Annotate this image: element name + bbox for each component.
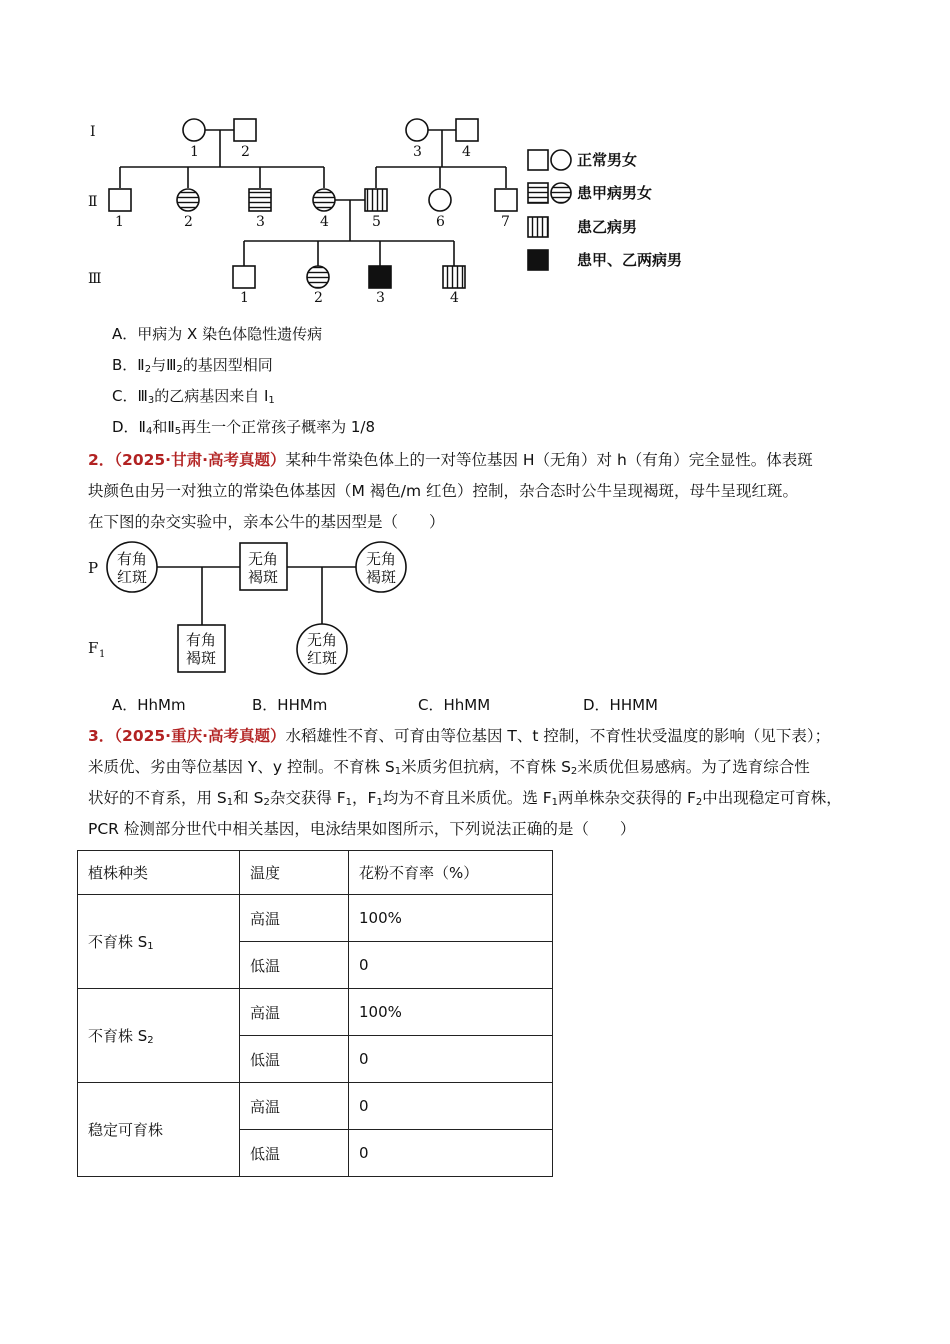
num-III-3: 3 <box>376 290 385 306</box>
f1-right-line1: 无角 <box>306 631 338 649</box>
header-plant-type: 植株种类 <box>78 851 240 895</box>
p-label: P <box>88 559 99 577</box>
temp-cell: 高温 <box>240 895 349 942</box>
rate-cell: 0 <box>349 942 553 989</box>
gen-label-III: Ⅲ <box>88 271 102 287</box>
q1-option-c: C．$Ⅲ_3$的乙病基因来自 $Ⅰ_1$ <box>112 387 275 406</box>
p-mid-line2: 褐斑 <box>247 568 279 586</box>
cross-diagram <box>80 535 440 685</box>
gen-label-II: Ⅱ <box>88 194 98 210</box>
p-left-line2: 红斑 <box>116 568 148 586</box>
f1-label-sub: 1 <box>99 649 106 660</box>
q1-option-b: B．$Ⅱ_2$与$Ⅲ_2$的基因型相同 <box>112 356 273 375</box>
pollen-sterility-table <box>77 850 553 1177</box>
q2-line3: 在下图的杂交实验中，亲本公牛的基因型是（ ） <box>88 513 445 531</box>
temp-cell: 低温 <box>240 942 349 989</box>
num-I-4: 4 <box>462 144 471 160</box>
q3-line4: PCR 检测部分世代中相关基因，电泳结果如图所示，下列说法正确的是（ ） <box>88 820 636 838</box>
legend-normal: 正常男女 <box>577 151 638 169</box>
legend-both: 患甲、乙两病男 <box>577 251 683 269</box>
table-row <box>78 989 553 1036</box>
pedigree-diagram <box>80 110 720 315</box>
header-sterility-rate: 花粉不育率（%） <box>349 851 553 895</box>
table-header-row <box>78 851 553 895</box>
q2-number: 2．（2025·甘肃·高考真题） <box>88 451 286 469</box>
f1-left-line2: 褐斑 <box>185 649 217 667</box>
q2-line2: 块颜色由另一对独立的常染色体基因（M 褐色/m 红色）控制，杂合态时公牛呈现褐斑，母牛呈现红斑。 <box>88 482 799 500</box>
q3-line3: 状好的不育系，用 $S_1$和 $S_2$杂交获得 $F_1$，$F_1$均为不育且米质优。选 $F_1$两单株杂交获得的 $F_2$中出现稳定可育株， <box>88 789 842 808</box>
gen-label-I: I <box>90 124 96 140</box>
rate-cell: 0 <box>349 1130 553 1177</box>
temp-cell: 高温 <box>240 989 349 1036</box>
f1-right-line2: 红斑 <box>306 649 338 667</box>
num-II-7: 7 <box>501 214 510 230</box>
row-group-s1: 不育株 $S_1$ <box>78 895 240 989</box>
q1-option-d: D．$Ⅱ_4$和$Ⅱ_5$再生一个正常孩子概率为 1/8 <box>112 418 375 437</box>
row-group-s2: 不育株 $S_2$ <box>78 989 240 1083</box>
q3-line1: 3．（2025·重庆·高考真题）水稻雄性不育、可育由等位基因 T、t 控制，不育性状受温度的影响（见下表）； <box>88 727 831 745</box>
rate-cell: 100% <box>349 989 553 1036</box>
p-right-line1: 无角 <box>365 550 397 568</box>
p-right-line2: 褐斑 <box>365 568 397 586</box>
num-II-5: 5 <box>372 214 381 230</box>
q2-option-a: A．HhMm <box>112 696 186 714</box>
rate-cell: 0 <box>349 1036 553 1083</box>
temp-cell: 低温 <box>240 1130 349 1177</box>
header-temperature: 温度 <box>240 851 349 895</box>
num-III-1: 1 <box>240 290 249 306</box>
legend-disease-b: 患乙病男 <box>577 218 638 236</box>
q2-option-c: C．HhMM <box>418 696 491 714</box>
q3-number: 3．（2025·重庆·高考真题） <box>88 727 286 745</box>
num-I-3: 3 <box>413 144 422 160</box>
table-row <box>78 1083 553 1130</box>
num-II-3: 3 <box>256 214 265 230</box>
f1-label: F <box>88 639 99 657</box>
num-II-4: 4 <box>320 214 329 230</box>
q2-option-d: D．HHMM <box>583 696 658 714</box>
legend-disease-a: 患甲病男女 <box>577 184 653 202</box>
temp-cell: 高温 <box>240 1083 349 1130</box>
num-II-1: 1 <box>115 214 124 230</box>
rate-cell: 100% <box>349 895 553 942</box>
temp-cell: 低温 <box>240 1036 349 1083</box>
num-I-1: 1 <box>190 144 199 160</box>
q3-line2: 米质优、劣由等位基因 Y、y 控制。不育株 $S_1$米质劣但抗病，不育株 $S_2$米质优但易感病。为了选育综合性 <box>88 758 810 777</box>
q2-option-b: B．HHMm <box>252 696 328 714</box>
q1-option-a: A．甲病为 X 染色体隐性遗传病 <box>112 325 323 343</box>
p-left-line1: 有角 <box>116 550 148 568</box>
table-row <box>78 895 553 942</box>
num-III-2: 2 <box>314 290 323 306</box>
row-group-fertile: 稳定可育株 <box>78 1083 240 1177</box>
p-mid-line1: 无角 <box>247 550 279 568</box>
num-I-2: 2 <box>241 144 250 160</box>
num-II-2: 2 <box>184 214 193 230</box>
rate-cell: 0 <box>349 1083 553 1130</box>
f1-left-line1: 有角 <box>185 631 217 649</box>
num-III-4: 4 <box>450 290 459 306</box>
num-II-6: 6 <box>436 214 445 230</box>
q2-line1: 2．（2025·甘肃·高考真题）某种牛常染色体上的一对等位基因 H（无角）对 h（有角）完全显性。体表斑 <box>88 451 813 469</box>
